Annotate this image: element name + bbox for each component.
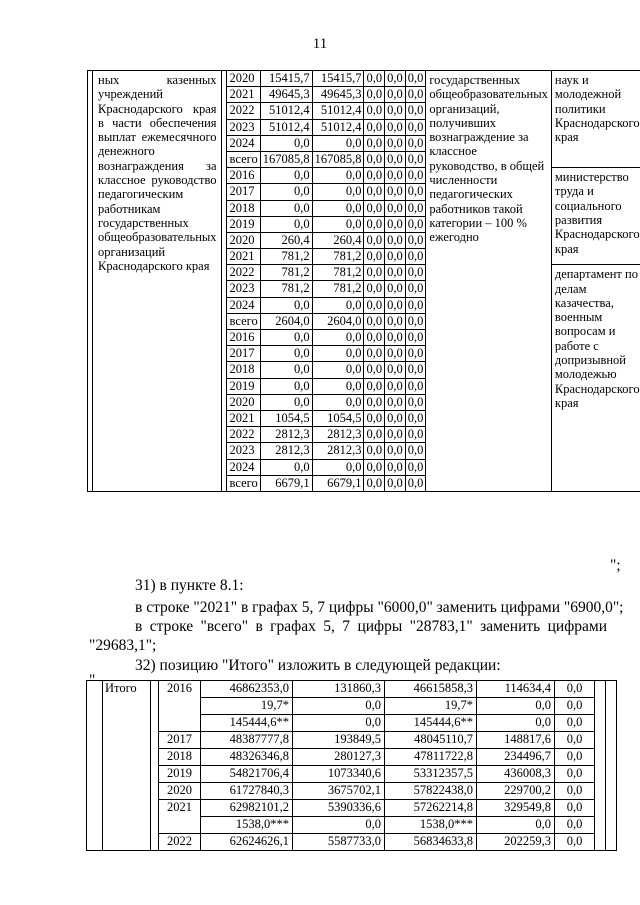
year-cell: 2018 xyxy=(159,749,201,766)
value-cell: 5587733,0 xyxy=(293,834,385,851)
value-cell: 0,0 xyxy=(405,119,426,135)
value-cell: 329549,8 xyxy=(477,800,555,817)
value-cell: 0,0 xyxy=(405,362,426,378)
value-cell: 229700,2 xyxy=(477,783,555,800)
value-cell: 6679,1 xyxy=(260,475,312,491)
year-cell: 2023 xyxy=(226,281,260,297)
value-cell: 0,0 xyxy=(385,281,406,297)
value-cell: 19,7* xyxy=(201,698,293,715)
total-table xyxy=(86,680,617,851)
value-cell: 0,0 xyxy=(405,200,426,216)
value-cell: 0,0 xyxy=(405,71,426,87)
value-cell: 0,0 xyxy=(555,783,595,800)
value-cell: 781,2 xyxy=(312,249,364,265)
year-cell: всего xyxy=(226,313,260,329)
value-cell: 3675702,1 xyxy=(293,783,385,800)
value-cell: 148817,6 xyxy=(477,732,555,749)
value-cell: 0,0 xyxy=(364,103,385,119)
value-cell: 0,0 xyxy=(555,681,595,698)
empty-cell xyxy=(595,681,606,851)
value-cell: 0,0 xyxy=(364,265,385,281)
value-cell: 0,0 xyxy=(312,297,364,313)
value-cell: 49645,3 xyxy=(260,87,312,103)
value-cell: 51012,4 xyxy=(260,103,312,119)
value-cell: 0,0 xyxy=(385,265,406,281)
year-cell: 2022 xyxy=(226,103,260,119)
value-cell: 0,0 xyxy=(555,732,595,749)
value-cell: 202259,3 xyxy=(477,834,555,851)
value-cell: 57262214,8 xyxy=(385,800,477,817)
value-cell: 15415,7 xyxy=(312,71,364,87)
value-cell: 0,0 xyxy=(405,346,426,362)
value-cell: 56834633,8 xyxy=(385,834,477,851)
year-cell: 2019 xyxy=(226,216,260,232)
value-cell: 0,0 xyxy=(364,87,385,103)
value-cell: 0,0 xyxy=(405,249,426,265)
value-cell: 0,0 xyxy=(364,346,385,362)
value-cell: 0,0 xyxy=(364,71,385,87)
value-cell: 0,0 xyxy=(364,297,385,313)
value-cell: 0,0 xyxy=(364,313,385,329)
paragraph-replace-total-cont: "29683,1"; xyxy=(89,637,157,654)
value-cell: 0,0 xyxy=(364,249,385,265)
year-cell: 2020 xyxy=(226,71,260,87)
value-cell: 0,0 xyxy=(385,313,406,329)
value-cell: 0,0 xyxy=(364,184,385,200)
value-cell: 0,0 xyxy=(405,135,426,151)
value-cell: 0,0 xyxy=(385,427,406,443)
value-cell: 0,0 xyxy=(405,410,426,426)
value-cell: 0,0 xyxy=(364,410,385,426)
value-cell: 0,0 xyxy=(312,200,364,216)
table-row xyxy=(87,800,617,817)
value-cell: 0,0 xyxy=(260,362,312,378)
value-cell: 280127,3 xyxy=(293,749,385,766)
value-cell: 781,2 xyxy=(260,249,312,265)
paragraph-replace-total: в строке "всего" в графах 5, 7 цифры "28783,1" заменить цифрами xyxy=(135,618,607,635)
value-cell: 0,0 xyxy=(385,200,406,216)
year-cell: 2018 xyxy=(226,200,260,216)
value-cell: 15415,7 xyxy=(260,71,312,87)
value-cell: 0,0 xyxy=(260,200,312,216)
value-cell: 0,0 xyxy=(477,698,555,715)
executor-org-3: департамент по делам казачества, военным вопросам и работе с допризывной молодежью Краснодарского края xyxy=(551,265,640,492)
value-cell: 0,0 xyxy=(385,443,406,459)
paragraph-31: 31) в пункте 8.1: xyxy=(135,577,244,594)
value-cell: 0,0 xyxy=(260,216,312,232)
value-cell: 0,0 xyxy=(312,135,364,151)
value-cell: 47811722,8 xyxy=(385,749,477,766)
value-cell: 145444,6** xyxy=(385,715,477,732)
value-cell: 781,2 xyxy=(260,265,312,281)
value-cell: 0,0 xyxy=(405,443,426,459)
value-cell: 0,0 xyxy=(405,330,426,346)
value-cell: 0,0 xyxy=(312,394,364,410)
value-cell: 0,0 xyxy=(385,151,406,167)
value-cell: 436008,3 xyxy=(477,766,555,783)
value-cell: 260,4 xyxy=(312,232,364,248)
value-cell: 0,0 xyxy=(364,378,385,394)
value-cell: 0,0 xyxy=(260,135,312,151)
paragraph-replace-2021: в строке "2021" в графах 5, 7 цифры "6000,0" заменить цифрами "6900,0"; xyxy=(135,599,624,616)
value-cell: 0,0 xyxy=(312,459,364,475)
value-cell: 0,0 xyxy=(364,151,385,167)
paragraph-32: 32) позицию "Итого" изложить в следующей редакции: xyxy=(135,657,501,674)
value-cell: 61727840,3 xyxy=(201,783,293,800)
value-cell: 51012,4 xyxy=(260,119,312,135)
year-cell: 2017 xyxy=(226,346,260,362)
value-cell: 0,0 xyxy=(405,168,426,184)
value-cell: 0,0 xyxy=(364,394,385,410)
year-cell: 2016 xyxy=(159,681,201,732)
value-cell: 0,0 xyxy=(364,135,385,151)
value-cell: 57822438,0 xyxy=(385,783,477,800)
value-cell: 0,0 xyxy=(260,394,312,410)
value-cell: 0,0 xyxy=(364,200,385,216)
value-cell: 0,0 xyxy=(364,459,385,475)
value-cell: 114634,4 xyxy=(477,681,555,698)
value-cell: 46615858,3 xyxy=(385,681,477,698)
value-cell: 49645,3 xyxy=(312,87,364,103)
value-cell: 0,0 xyxy=(385,71,406,87)
year-cell: 2024 xyxy=(226,459,260,475)
value-cell: 0,0 xyxy=(385,459,406,475)
value-cell: 2604,0 xyxy=(260,313,312,329)
year-cell: 2016 xyxy=(226,330,260,346)
year-cell: 2021 xyxy=(226,87,260,103)
spacer-cell xyxy=(151,681,159,851)
value-cell: 1054,5 xyxy=(260,410,312,426)
value-cell: 0,0 xyxy=(405,427,426,443)
value-cell: 0,0 xyxy=(385,330,406,346)
value-cell: 48387777,8 xyxy=(201,732,293,749)
value-cell: 0,0 xyxy=(260,168,312,184)
result-criteria: государственных общеобразовательных организаций, получивших вознаграждение за классное руководство, в общей численности педагогических работников такой категории – 100 % ежегодно xyxy=(426,71,552,492)
year-cell: 2018 xyxy=(226,362,260,378)
value-cell: 51012,4 xyxy=(312,103,364,119)
value-cell: 193849,5 xyxy=(293,732,385,749)
value-cell: 0,0 xyxy=(260,184,312,200)
value-cell: 0,0 xyxy=(364,281,385,297)
value-cell: 260,4 xyxy=(260,232,312,248)
value-cell: 0,0 xyxy=(405,184,426,200)
value-cell: 2812,3 xyxy=(260,443,312,459)
value-cell: 0,0 xyxy=(555,749,595,766)
value-cell: 0,0 xyxy=(312,362,364,378)
value-cell: 0,0 xyxy=(364,443,385,459)
value-cell: 0,0 xyxy=(385,475,406,491)
value-cell: 0,0 xyxy=(364,362,385,378)
year-cell: 2019 xyxy=(159,766,201,783)
open-quote: " xyxy=(89,672,96,689)
measure-description: ных казенных учреждений Краснодарского края в части обеспечения выплат ежемесячного денежного вознаграждения за классное руководство педагогическим работникам государственных общеобразовательных организаций Краснодарского края xyxy=(93,71,222,492)
table-row xyxy=(87,681,617,698)
value-cell: 0,0 xyxy=(405,297,426,313)
value-cell: 0,0 xyxy=(293,715,385,732)
value-cell: 0,0 xyxy=(555,817,595,834)
value-cell: 0,0 xyxy=(385,410,406,426)
value-cell: 781,2 xyxy=(312,281,364,297)
value-cell: 2604,0 xyxy=(312,313,364,329)
value-cell: 0,0 xyxy=(364,330,385,346)
value-cell: 0,0 xyxy=(260,330,312,346)
value-cell: 1538,0*** xyxy=(385,817,477,834)
value-cell: 167085,8 xyxy=(312,151,364,167)
value-cell: 53312357,5 xyxy=(385,766,477,783)
value-cell: 0,0 xyxy=(405,87,426,103)
value-cell: 62982101,2 xyxy=(201,800,293,817)
value-cell: 0,0 xyxy=(364,216,385,232)
value-cell: 167085,8 xyxy=(260,151,312,167)
value-cell: 0,0 xyxy=(312,216,364,232)
value-cell: 0,0 xyxy=(405,459,426,475)
value-cell: 0,0 xyxy=(385,103,406,119)
value-cell: 0,0 xyxy=(405,281,426,297)
table-row xyxy=(87,766,617,783)
executor-org-2: министерство труда и социального развития Краснодарского края xyxy=(551,168,640,265)
value-cell: 1073340,6 xyxy=(293,766,385,783)
year-cell: всего xyxy=(226,475,260,491)
value-cell: 48326346,8 xyxy=(201,749,293,766)
year-cell: 2021 xyxy=(226,410,260,426)
executor-org-1: наук и молодежной политики Краснодарского края xyxy=(551,71,640,168)
value-cell: 0,0 xyxy=(405,216,426,232)
value-cell: 0,0 xyxy=(385,184,406,200)
value-cell: 0,0 xyxy=(312,330,364,346)
row-number-cell xyxy=(87,681,103,851)
value-cell: 0,0 xyxy=(385,216,406,232)
page-number: 11 xyxy=(312,36,328,52)
value-cell: 46862353,0 xyxy=(201,681,293,698)
value-cell: 0,0 xyxy=(405,103,426,119)
value-cell: 0,0 xyxy=(260,346,312,362)
year-cell: 2022 xyxy=(226,427,260,443)
table-row xyxy=(87,834,617,851)
table-row xyxy=(87,749,617,766)
value-cell: 0,0 xyxy=(555,715,595,732)
value-cell: 6679,1 xyxy=(312,475,364,491)
total-label: Итого xyxy=(103,681,151,851)
value-cell: 0,0 xyxy=(385,297,406,313)
value-cell: 0,0 xyxy=(405,313,426,329)
value-cell: 1054,5 xyxy=(312,410,364,426)
value-cell: 0,0 xyxy=(364,427,385,443)
value-cell: 0,0 xyxy=(312,378,364,394)
year-cell: 2020 xyxy=(226,232,260,248)
closing-quote: "; xyxy=(610,557,621,574)
value-cell: 0,0 xyxy=(364,119,385,135)
value-cell: 2812,3 xyxy=(312,443,364,459)
value-cell: 0,0 xyxy=(385,119,406,135)
value-cell: 781,2 xyxy=(260,281,312,297)
year-cell: 2021 xyxy=(159,800,201,834)
value-cell: 0,0 xyxy=(555,834,595,851)
empty-cell xyxy=(606,681,617,851)
value-cell: 0,0 xyxy=(312,346,364,362)
value-cell: 0,0 xyxy=(364,475,385,491)
year-cell: 2017 xyxy=(226,184,260,200)
value-cell: 0,0 xyxy=(385,232,406,248)
value-cell: 48045110,7 xyxy=(385,732,477,749)
value-cell: 0,0 xyxy=(385,168,406,184)
value-cell: 145444,6** xyxy=(201,715,293,732)
year-cell: 2020 xyxy=(226,394,260,410)
year-cell: 2019 xyxy=(226,378,260,394)
value-cell: 0,0 xyxy=(385,394,406,410)
value-cell: 0,0 xyxy=(260,378,312,394)
value-cell: 19,7* xyxy=(385,698,477,715)
value-cell: 0,0 xyxy=(477,715,555,732)
value-cell: 0,0 xyxy=(385,135,406,151)
value-cell: 0,0 xyxy=(385,378,406,394)
year-cell: 2022 xyxy=(159,834,201,851)
value-cell: 0,0 xyxy=(385,87,406,103)
table-row xyxy=(88,71,640,87)
value-cell: 54821706,4 xyxy=(201,766,293,783)
value-cell: 0,0 xyxy=(293,698,385,715)
value-cell: 0,0 xyxy=(405,475,426,491)
value-cell: 1538,0*** xyxy=(201,817,293,834)
value-cell: 0,0 xyxy=(364,168,385,184)
year-cell: 2023 xyxy=(226,119,260,135)
year-cell: 2020 xyxy=(159,783,201,800)
value-cell: 0,0 xyxy=(477,817,555,834)
value-cell: 0,0 xyxy=(385,249,406,265)
value-cell: 0,0 xyxy=(405,394,426,410)
value-cell: 0,0 xyxy=(405,151,426,167)
year-cell: 2017 xyxy=(159,732,201,749)
value-cell: 0,0 xyxy=(405,265,426,281)
value-cell: 0,0 xyxy=(260,297,312,313)
value-cell: 2812,3 xyxy=(260,427,312,443)
value-cell: 0,0 xyxy=(293,817,385,834)
value-cell: 62624626,1 xyxy=(201,834,293,851)
table-row xyxy=(87,783,617,800)
table-row xyxy=(87,732,617,749)
year-cell: 2016 xyxy=(226,168,260,184)
value-cell: 0,0 xyxy=(405,378,426,394)
program-table xyxy=(87,70,640,492)
year-cell: 2024 xyxy=(226,135,260,151)
value-cell: 5390336,6 xyxy=(293,800,385,817)
value-cell: 0,0 xyxy=(555,698,595,715)
year-cell: 2023 xyxy=(226,443,260,459)
value-cell: 0,0 xyxy=(385,346,406,362)
value-cell: 234496,7 xyxy=(477,749,555,766)
year-cell: всего xyxy=(226,151,260,167)
value-cell: 0,0 xyxy=(405,232,426,248)
year-cell: 2022 xyxy=(226,265,260,281)
value-cell: 51012,4 xyxy=(312,119,364,135)
value-cell: 0,0 xyxy=(312,184,364,200)
value-cell: 0,0 xyxy=(312,168,364,184)
value-cell: 781,2 xyxy=(312,265,364,281)
value-cell: 0,0 xyxy=(385,362,406,378)
year-cell: 2024 xyxy=(226,297,260,313)
value-cell: 131860,3 xyxy=(293,681,385,698)
value-cell: 0,0 xyxy=(260,459,312,475)
value-cell: 0,0 xyxy=(364,232,385,248)
value-cell: 0,0 xyxy=(555,800,595,817)
value-cell: 2812,3 xyxy=(312,427,364,443)
year-cell: 2021 xyxy=(226,249,260,265)
value-cell: 0,0 xyxy=(555,766,595,783)
